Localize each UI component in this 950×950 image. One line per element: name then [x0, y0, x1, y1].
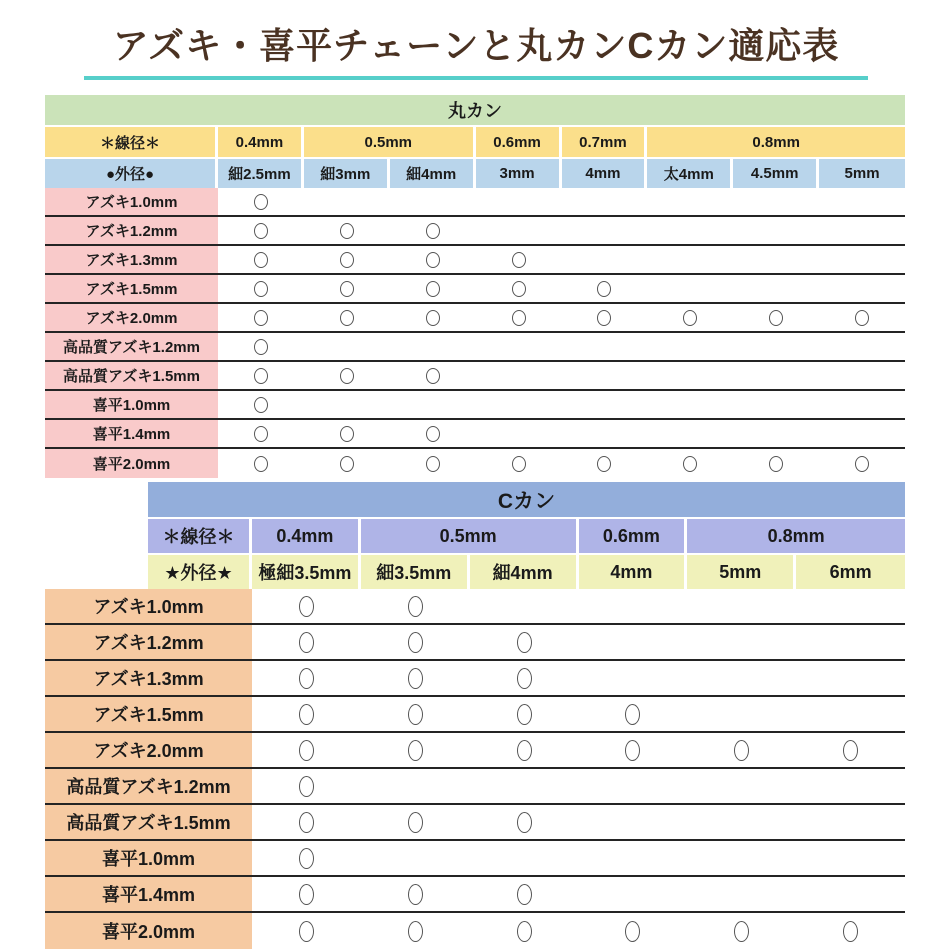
compat-cell [687, 589, 796, 623]
compat-mark-circle [408, 740, 423, 761]
compat-cell [470, 805, 579, 839]
compat-cell [390, 362, 476, 389]
compat-mark-circle [517, 668, 532, 689]
compat-mark-circle [254, 194, 268, 210]
compat-cell [304, 217, 390, 244]
compat-cell [390, 217, 476, 244]
compat-mark-circle [734, 921, 749, 942]
compat-cell [647, 449, 733, 478]
compat-cell [687, 841, 796, 875]
compat-cell [562, 188, 648, 215]
compat-cell [819, 420, 905, 447]
compat-cell [796, 661, 905, 695]
outer-diameter-cell: 細4mm [470, 555, 579, 589]
compat-cell [476, 246, 562, 273]
outer-diameter-cell: 細4mm [390, 159, 476, 188]
compat-mark-circle [299, 921, 314, 942]
table-row [45, 769, 905, 805]
compat-cell [476, 333, 562, 360]
table-row [45, 697, 905, 733]
compat-cell [218, 275, 304, 302]
table-row [45, 420, 905, 449]
compat-cell [562, 275, 648, 302]
marukan-wire-diameter-row [45, 127, 905, 157]
compat-cell [361, 589, 470, 623]
compat-mark-circle [254, 368, 268, 384]
chain-row-label: アズキ1.0mm [45, 589, 252, 623]
table-row [45, 589, 905, 625]
outer-diameter-cell: 5mm [687, 555, 796, 589]
compat-cell [361, 625, 470, 659]
compat-cell [361, 913, 470, 949]
compat-mark-circle [517, 884, 532, 905]
compat-cell [252, 913, 361, 949]
compat-cell [579, 625, 688, 659]
compat-cell [687, 913, 796, 949]
compat-cell [733, 246, 819, 273]
compat-cell [562, 217, 648, 244]
compat-mark-circle [408, 596, 423, 617]
ckan-table-title: Cカン [148, 482, 905, 517]
ckan-table-body [45, 589, 905, 949]
compat-cell [579, 589, 688, 623]
outer-diameter-cell: 細2.5mm [218, 159, 304, 188]
compat-cell [252, 697, 361, 731]
compat-cell [733, 420, 819, 447]
compat-cell [390, 275, 476, 302]
compat-cell [390, 188, 476, 215]
compat-mark-circle [517, 740, 532, 761]
compat-mark-circle [597, 310, 611, 326]
compat-cell [470, 769, 579, 803]
compat-cell [796, 841, 905, 875]
compat-cell [687, 625, 796, 659]
compat-cell [579, 805, 688, 839]
compat-cell [687, 769, 796, 803]
compat-cell [390, 333, 476, 360]
wire-diameter-cell: 0.4mm [218, 127, 304, 157]
compat-mark-circle [597, 281, 611, 297]
outer-diameter-cell: 4mm [579, 555, 688, 589]
compat-cell [218, 420, 304, 447]
outer-diameter-cell: 5mm [819, 159, 905, 188]
chain-row-label: 喜平2.0mm [45, 913, 252, 949]
compat-cell [476, 188, 562, 215]
wire-diameter-cell: 0.8mm [647, 127, 905, 157]
compat-cell [819, 362, 905, 389]
compat-cell [733, 449, 819, 478]
outer-diameter-label: ★外径★ [148, 555, 252, 589]
compat-cell [361, 769, 470, 803]
compat-cell [304, 304, 390, 331]
marukan-table [45, 95, 905, 478]
compat-mark-circle [517, 704, 532, 725]
compat-mark-circle [426, 368, 440, 384]
marukan-outer-diameter-row [45, 159, 905, 188]
compat-cell [218, 188, 304, 215]
compat-cell [562, 362, 648, 389]
compat-mark-circle [512, 252, 526, 268]
chain-row-label: アズキ1.0mm [45, 188, 218, 215]
compat-cell [562, 246, 648, 273]
compat-mark-circle [254, 252, 268, 268]
chain-row-label: アズキ1.2mm [45, 625, 252, 659]
compat-cell [470, 841, 579, 875]
chain-row-label: 喜平2.0mm [45, 449, 218, 478]
compat-mark-circle [254, 456, 268, 472]
compat-cell [647, 362, 733, 389]
compat-mark-circle [843, 921, 858, 942]
table-row [45, 188, 905, 217]
wire-diameter-cell: 0.4mm [252, 519, 361, 553]
compat-cell [687, 661, 796, 695]
table-row [45, 275, 905, 304]
compat-mark-circle [340, 223, 354, 239]
chain-row-label: 喜平1.4mm [45, 420, 218, 447]
compat-cell [361, 733, 470, 767]
compat-mark-circle [254, 223, 268, 239]
table-row [45, 661, 905, 697]
wire-diameter-cell: 0.7mm [562, 127, 648, 157]
wire-diameter-cell: 0.6mm [476, 127, 562, 157]
compat-cell [562, 420, 648, 447]
compat-cell [733, 217, 819, 244]
compat-cell [476, 449, 562, 478]
compat-cell [579, 733, 688, 767]
compat-mark-circle [683, 310, 697, 326]
compat-mark-circle [299, 632, 314, 653]
compat-cell [647, 391, 733, 418]
compat-cell [304, 275, 390, 302]
compat-mark-circle [408, 704, 423, 725]
compat-mark-circle [683, 456, 697, 472]
compat-cell [796, 697, 905, 731]
compat-cell [647, 333, 733, 360]
compat-cell [252, 589, 361, 623]
compat-cell [647, 188, 733, 215]
compat-mark-circle [769, 310, 783, 326]
table-row [45, 246, 905, 275]
compat-mark-circle [340, 426, 354, 442]
compat-cell [252, 769, 361, 803]
compat-cell [470, 877, 579, 911]
compat-cell [733, 304, 819, 331]
compat-mark-circle [299, 704, 314, 725]
compat-mark-circle [512, 281, 526, 297]
compat-cell [470, 625, 579, 659]
compat-cell [390, 391, 476, 418]
ckan-outer-diameter-row [148, 555, 905, 589]
compat-cell [796, 913, 905, 949]
table-row [45, 304, 905, 333]
page-title: アズキ・喜平チェーンと丸カンCカン適応表 [112, 25, 840, 66]
compat-mark-circle [517, 812, 532, 833]
compat-cell [819, 188, 905, 215]
outer-diameter-cell: 3mm [476, 159, 562, 188]
compat-mark-circle [299, 884, 314, 905]
compat-mark-circle [426, 310, 440, 326]
compat-mark-circle [769, 456, 783, 472]
compat-cell [218, 304, 304, 331]
chain-row-label: 高品質アズキ1.5mm [45, 805, 252, 839]
compat-mark-circle [299, 776, 314, 797]
compat-cell [470, 913, 579, 949]
outer-diameter-cell: 4mm [562, 159, 648, 188]
ckan-table-header [148, 482, 905, 589]
compat-mark-circle [426, 456, 440, 472]
chain-row-label: 喜平1.4mm [45, 877, 252, 911]
outer-diameter-cell: 極細3.5mm [252, 555, 361, 589]
compat-cell [819, 391, 905, 418]
compat-cell [579, 841, 688, 875]
compat-cell [579, 697, 688, 731]
compat-mark-circle [299, 848, 314, 869]
compat-cell [252, 877, 361, 911]
chain-row-label: アズキ1.5mm [45, 275, 218, 302]
compat-cell [218, 246, 304, 273]
page-title-underline [84, 18, 868, 80]
compat-mark-circle [254, 397, 268, 413]
compat-cell [218, 449, 304, 478]
outer-diameter-cell: 細3mm [304, 159, 390, 188]
compat-mark-circle [625, 921, 640, 942]
compat-mark-circle [408, 812, 423, 833]
compat-mark-circle [512, 456, 526, 472]
compat-mark-circle [254, 426, 268, 442]
table-row [45, 841, 905, 877]
compat-mark-circle [734, 740, 749, 761]
outer-diameter-cell: 細3.5mm [361, 555, 470, 589]
compat-cell [476, 391, 562, 418]
compat-cell [218, 362, 304, 389]
compat-mark-circle [855, 310, 869, 326]
table-row [45, 362, 905, 391]
wire-diameter-cell: 0.8mm [687, 519, 905, 553]
compat-mark-circle [408, 632, 423, 653]
compat-cell [476, 217, 562, 244]
compat-cell [390, 304, 476, 331]
compat-cell [733, 275, 819, 302]
table-row [45, 913, 905, 949]
compat-cell [647, 246, 733, 273]
compat-mark-circle [408, 921, 423, 942]
compat-cell [819, 333, 905, 360]
compat-cell [218, 391, 304, 418]
compat-cell [687, 697, 796, 731]
outer-diameter-label: ●外径● [45, 159, 218, 188]
compat-cell [579, 661, 688, 695]
compat-cell [476, 420, 562, 447]
chain-row-label: 喜平1.0mm [45, 841, 252, 875]
compat-cell [470, 733, 579, 767]
table-row [45, 733, 905, 769]
chain-row-label: 高品質アズキ1.2mm [45, 769, 252, 803]
compat-cell [733, 333, 819, 360]
chain-row-label: アズキ2.0mm [45, 733, 252, 767]
compat-cell [796, 733, 905, 767]
compat-mark-circle [340, 252, 354, 268]
ckan-wire-diameter-row [148, 519, 905, 553]
compat-cell [796, 805, 905, 839]
outer-diameter-cell: 太4mm [647, 159, 733, 188]
compat-cell [796, 589, 905, 623]
compat-cell [796, 625, 905, 659]
compat-mark-circle [340, 456, 354, 472]
compat-cell [819, 217, 905, 244]
compat-cell [390, 420, 476, 447]
compat-cell [304, 188, 390, 215]
compat-cell [579, 913, 688, 949]
chain-row-label: アズキ2.0mm [45, 304, 218, 331]
compat-cell [687, 805, 796, 839]
compat-mark-circle [340, 368, 354, 384]
compat-cell [819, 449, 905, 478]
compat-mark-circle [340, 281, 354, 297]
compat-cell [361, 877, 470, 911]
marukan-table-body [45, 188, 905, 478]
compat-mark-circle [855, 456, 869, 472]
compat-cell [796, 769, 905, 803]
compat-mark-circle [254, 310, 268, 326]
compat-mark-circle [426, 252, 440, 268]
compat-cell [647, 217, 733, 244]
table-row [45, 217, 905, 246]
outer-diameter-cell: 4.5mm [733, 159, 819, 188]
compat-cell [796, 877, 905, 911]
compat-cell [361, 697, 470, 731]
compat-cell [252, 661, 361, 695]
compat-mark-circle [625, 740, 640, 761]
compat-cell [390, 449, 476, 478]
wire-diameter-cell: 0.5mm [361, 519, 579, 553]
compat-cell [733, 188, 819, 215]
table-row [45, 333, 905, 362]
compat-cell [218, 333, 304, 360]
compat-cell [647, 304, 733, 331]
compat-mark-circle [299, 812, 314, 833]
compat-cell [390, 246, 476, 273]
table-row [45, 805, 905, 841]
compat-cell [819, 246, 905, 273]
compat-mark-circle [597, 456, 611, 472]
compat-mark-circle [254, 281, 268, 297]
wire-diameter-cell: 0.5mm [304, 127, 476, 157]
compat-cell [733, 391, 819, 418]
compat-cell [476, 362, 562, 389]
compat-cell [562, 304, 648, 331]
compat-mark-circle [517, 921, 532, 942]
chain-row-label: アズキ1.5mm [45, 697, 252, 731]
compat-cell [562, 391, 648, 418]
wire-diameter-cell: 0.6mm [579, 519, 688, 553]
compat-mark-circle [625, 704, 640, 725]
compat-cell [562, 449, 648, 478]
compat-mark-circle [426, 281, 440, 297]
compat-cell [562, 333, 648, 360]
chain-row-label: 喜平1.0mm [45, 391, 218, 418]
compat-mark-circle [408, 668, 423, 689]
ckan-table-rows [45, 589, 905, 949]
compat-cell [579, 877, 688, 911]
compat-cell [252, 733, 361, 767]
compat-cell [252, 805, 361, 839]
compat-mark-circle [408, 884, 423, 905]
compat-cell [579, 769, 688, 803]
compat-cell [687, 877, 796, 911]
compat-cell [304, 362, 390, 389]
compat-cell [470, 661, 579, 695]
chain-row-label: アズキ1.3mm [45, 246, 218, 273]
compat-mark-circle [426, 426, 440, 442]
compat-cell [476, 275, 562, 302]
compat-mark-circle [843, 740, 858, 761]
marukan-table-title: 丸カン [45, 95, 905, 125]
compat-cell [218, 217, 304, 244]
outer-diameter-cell: 6mm [796, 555, 905, 589]
compat-cell [647, 420, 733, 447]
compat-cell [647, 275, 733, 302]
compat-cell [304, 391, 390, 418]
compat-cell [476, 304, 562, 331]
compat-cell [304, 246, 390, 273]
compat-mark-circle [340, 310, 354, 326]
compat-cell [687, 733, 796, 767]
compat-mark-circle [517, 632, 532, 653]
compat-cell [361, 805, 470, 839]
wire-diameter-label: ＊線径＊ [45, 127, 218, 157]
compat-cell [304, 420, 390, 447]
compat-cell [361, 661, 470, 695]
compat-cell [304, 449, 390, 478]
chain-row-label: 高品質アズキ1.5mm [45, 362, 218, 389]
compat-cell [304, 333, 390, 360]
chain-row-label: 高品質アズキ1.2mm [45, 333, 218, 360]
compat-cell [470, 697, 579, 731]
compat-mark-circle [512, 310, 526, 326]
compat-cell [733, 362, 819, 389]
compat-mark-circle [426, 223, 440, 239]
table-row [45, 391, 905, 420]
chain-row-label: アズキ1.2mm [45, 217, 218, 244]
compat-cell [252, 841, 361, 875]
wire-diameter-label: ＊線径＊ [148, 519, 252, 553]
chain-row-label: アズキ1.3mm [45, 661, 252, 695]
compat-mark-circle [299, 740, 314, 761]
compat-mark-circle [299, 596, 314, 617]
compat-cell [819, 304, 905, 331]
compat-mark-circle [299, 668, 314, 689]
compat-cell [361, 841, 470, 875]
compat-cell [819, 275, 905, 302]
table-row [45, 625, 905, 661]
compat-cell [252, 625, 361, 659]
compat-mark-circle [254, 339, 268, 355]
table-row [45, 877, 905, 913]
compat-cell [470, 589, 579, 623]
table-row [45, 449, 905, 478]
